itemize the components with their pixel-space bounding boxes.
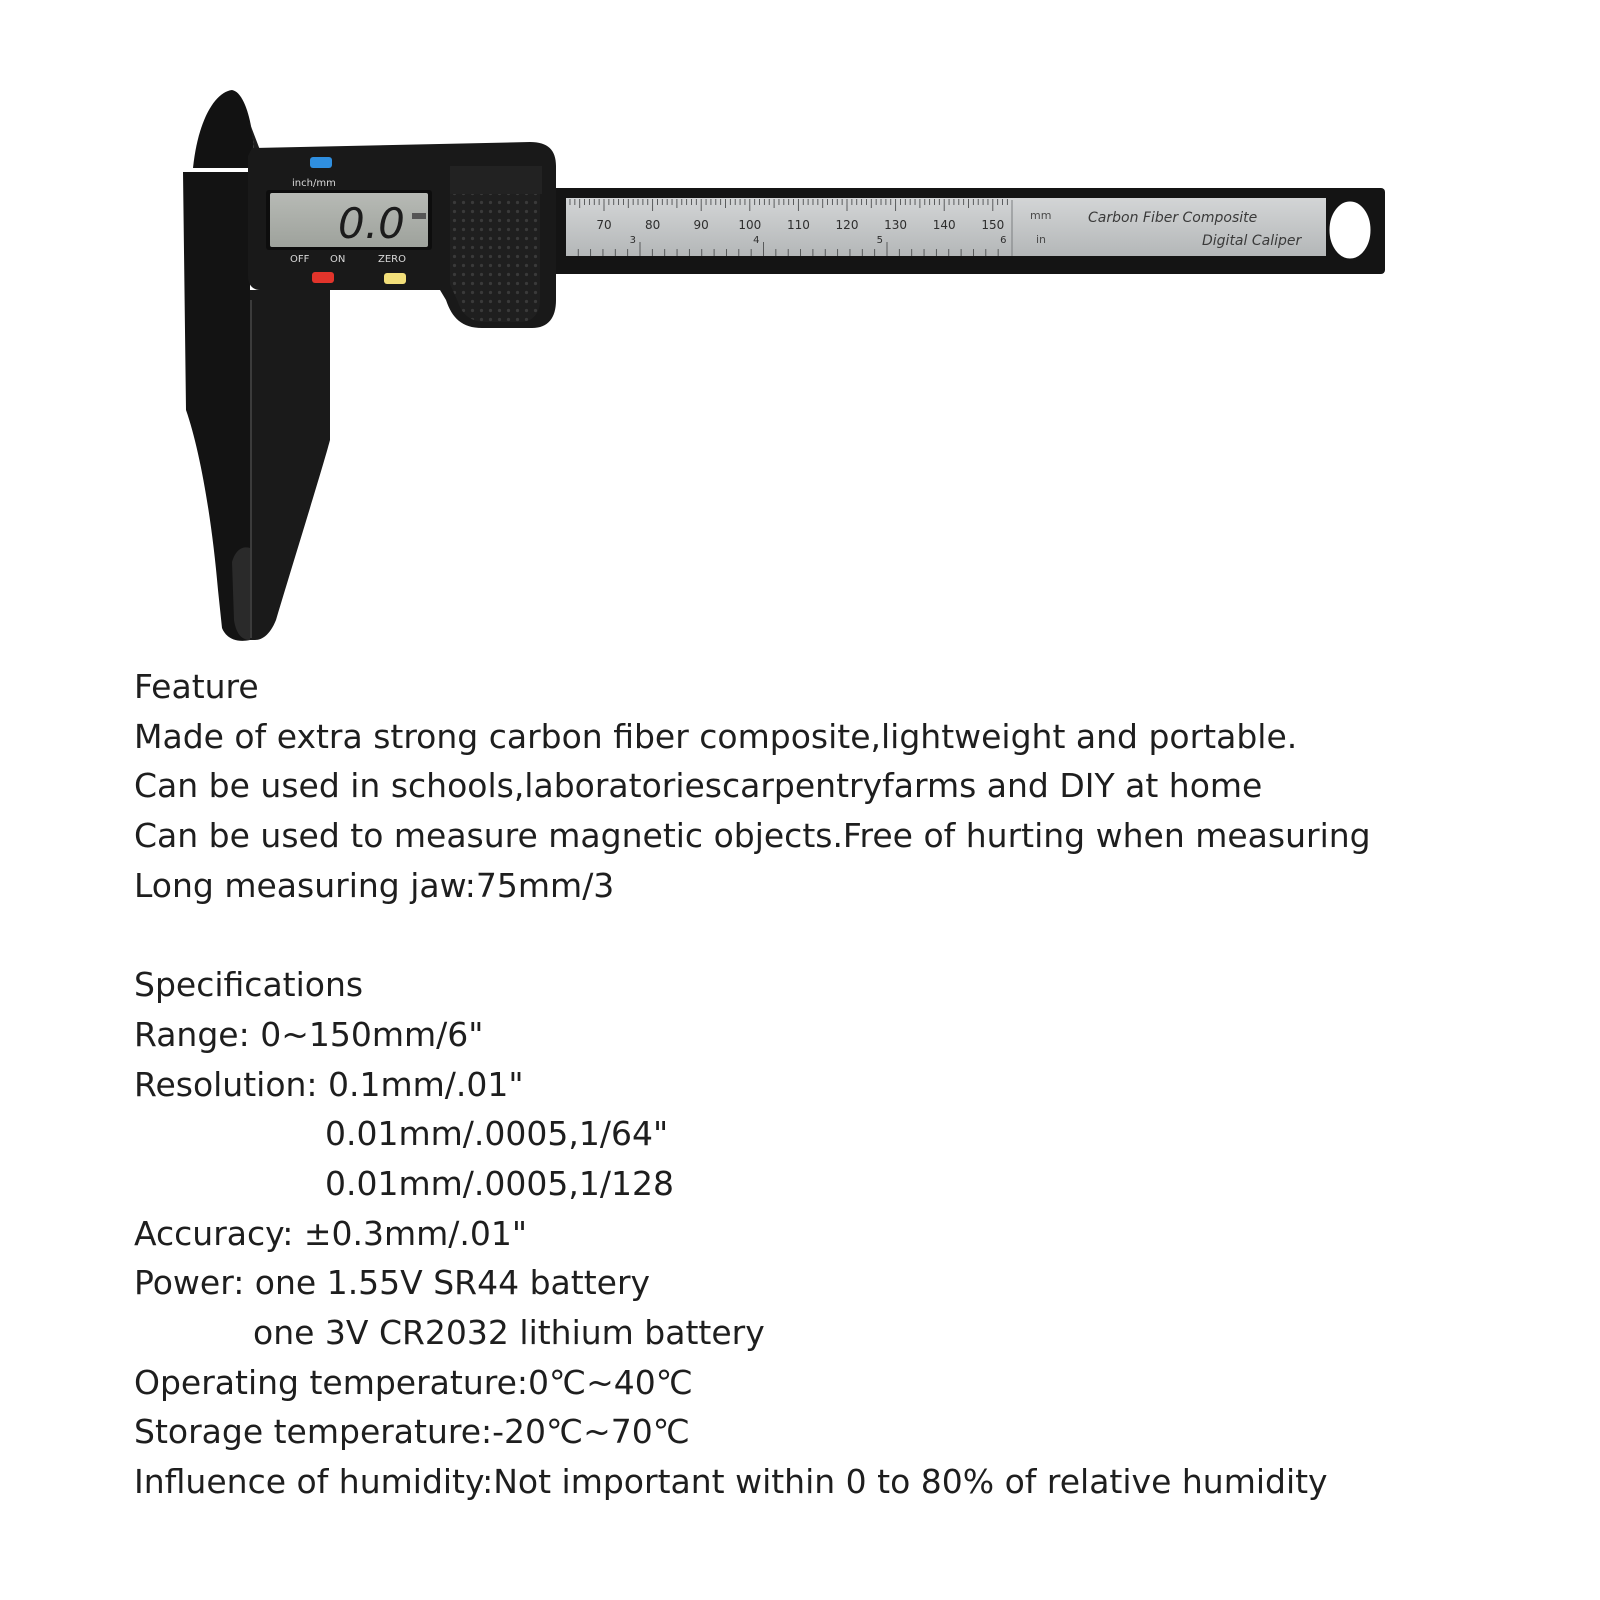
lcd-screen: [266, 190, 432, 250]
zero-button[interactable]: [384, 273, 406, 284]
power-button[interactable]: [312, 272, 334, 283]
spec-resolution-3: 0.01mm/.0005,1/128: [325, 1163, 674, 1203]
mm-scale-label: 120: [835, 218, 859, 232]
inch-scale-label: 5: [876, 235, 883, 246]
specifications-heading: Specifications: [134, 965, 364, 1005]
unit-mm-label: mm: [1030, 209, 1052, 222]
spec-operating-temperature: Operating temperature:0℃~40℃: [134, 1362, 693, 1402]
section-gap: [134, 910, 1574, 960]
feature-heading: Feature: [134, 667, 259, 706]
mm-scale-label: 90: [693, 218, 709, 232]
product-description: [134, 662, 1574, 1507]
unit-in-label: in: [1036, 233, 1047, 246]
spec-resolution-2: 0.01mm/.0005,1/64": [325, 1114, 669, 1154]
inch-scale-label: 3: [629, 235, 636, 246]
spec-power-2: one 3V CR2032 lithium battery: [253, 1312, 765, 1352]
inch-scale-label: 4: [753, 235, 760, 246]
caliper-scale: [566, 198, 1326, 256]
on-label: ON: [330, 254, 346, 265]
feature-line: Long measuring jaw:75mm/3: [134, 865, 615, 905]
off-label: OFF: [290, 254, 310, 265]
spec-accuracy: Accuracy: ±0.3mm/.01": [134, 1213, 528, 1253]
mm-scale-label: 100: [738, 218, 762, 232]
fixed-jaw: [183, 172, 250, 641]
zero-label: ZERO: [378, 254, 406, 265]
mode-button[interactable]: [310, 157, 332, 168]
mode-label: inch/mm: [292, 178, 336, 189]
spec-power: Power: one 1.55V SR44 battery: [134, 1263, 651, 1303]
mm-scale-label: 150: [981, 218, 1005, 232]
mm-scale-label: 70: [596, 218, 612, 232]
feature-line: Can be used in schools,laboratoriescarpentryfarms and DIY at home: [134, 766, 1263, 806]
caliper-photo: [0, 0, 1600, 660]
mm-scale-label: 110: [786, 218, 810, 232]
mm-scale-labels: [596, 218, 1004, 232]
spec-range: Range: 0~150mm/6": [134, 1014, 484, 1054]
feature-line: Made of extra strong carbon fiber composite,lightweight and portable.: [134, 716, 1298, 756]
sliding-jaw: [250, 290, 330, 640]
spec-resolution: Resolution: 0.1mm/.01": [134, 1064, 524, 1104]
brand-line-1: Carbon Fiber Composite: [1088, 210, 1258, 226]
brand-line-2: Digital Caliper: [1202, 233, 1302, 249]
lcd-reading: 0.0: [338, 199, 405, 248]
feature-line: Can be used to measure magnetic objects.Free of hurting when measuring: [134, 816, 1371, 856]
spec-humidity: Influence of humidity:Not important within 0 to 80% of relative humidity: [134, 1462, 1328, 1501]
mm-scale-label: 80: [644, 218, 661, 232]
mm-scale-label: 130: [884, 218, 908, 232]
mm-scale-label: 140: [932, 218, 956, 232]
inch-scale-label: 6: [1000, 235, 1007, 246]
spec-storage-temperature: Storage temperature:-20℃~70℃: [134, 1412, 690, 1452]
